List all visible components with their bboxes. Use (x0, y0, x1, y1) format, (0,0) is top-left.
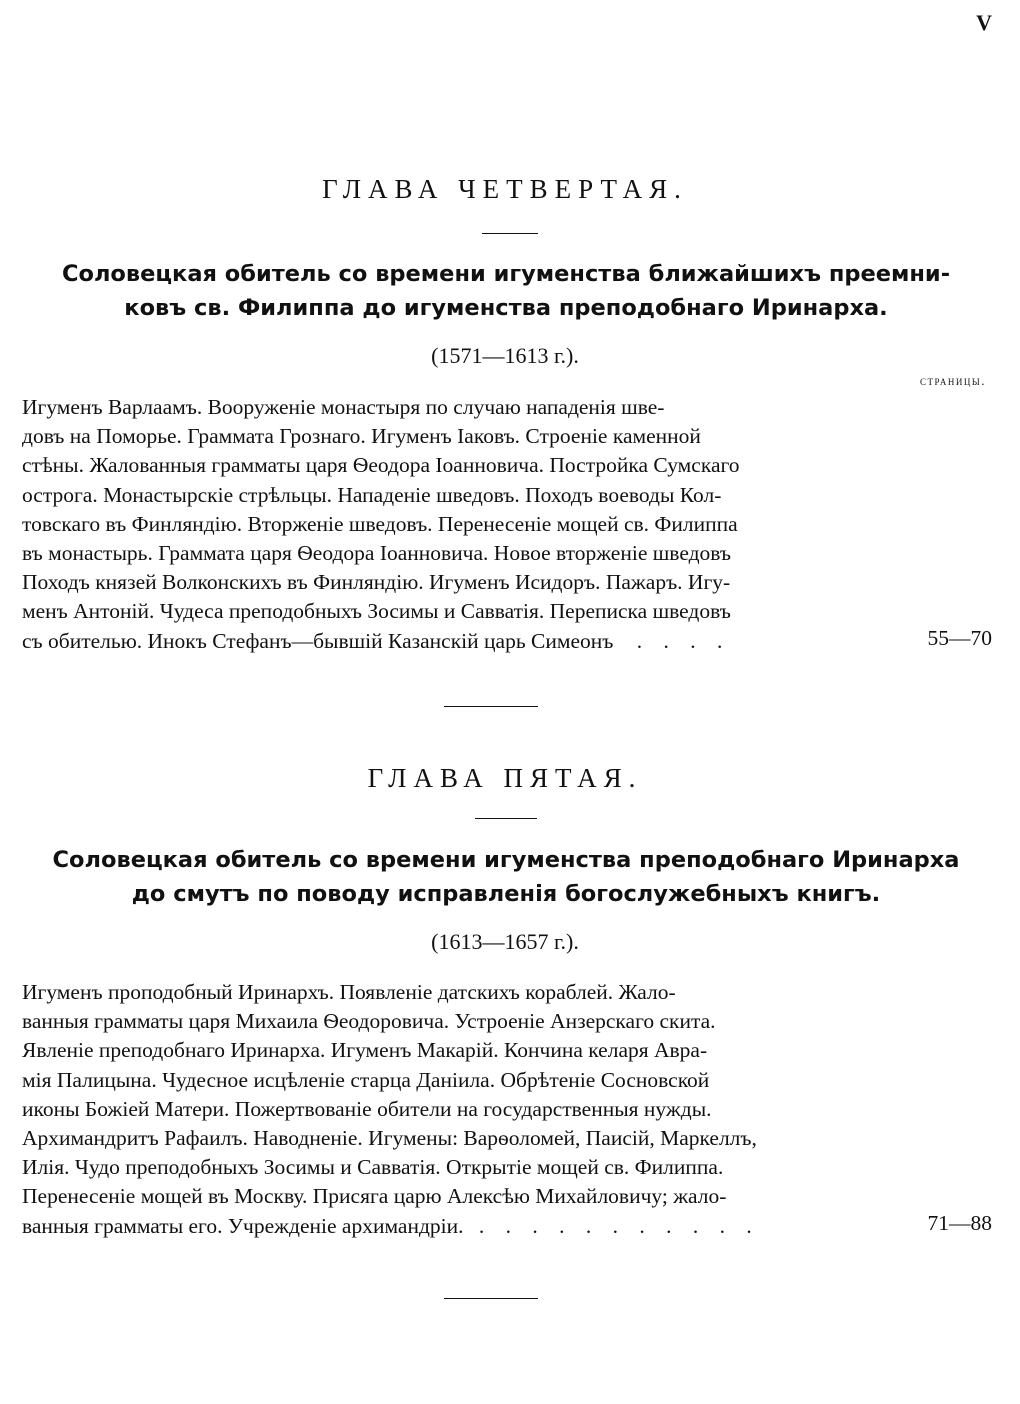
contents-line: ванныя грамматы царя Михаила Ѳеодоровича. Устроеніе Анзерскаго скита. (22, 1009, 716, 1034)
page-range: 55—70 (927, 626, 992, 650)
section-divider (444, 1298, 538, 1299)
contents-line: менъ Антоній. Чудеса преподобныхъ Зосимы и Савватія. Переписка шведовъ (22, 599, 731, 624)
subtitle-line: Соловецкая обитель со времени игуменства преподобнаго Иринарха (52, 847, 960, 873)
chapter-years: (1613—1657 г.). (431, 929, 579, 954)
dot-leader: . . . . . . . . . . . (478, 1213, 760, 1238)
chapter-subtitle (18, 843, 994, 911)
contents-line: Походъ князей Волконскихъ въ Финляндію. Игуменъ Исидоръ. Пажаръ. Игу- (22, 570, 731, 595)
chapter-years: (1571—1613 г.). (431, 343, 579, 368)
title-rule (475, 818, 537, 819)
title-rule (482, 233, 538, 234)
contents-line-last (22, 1212, 884, 1241)
contents-line: Архимандритъ Рафаилъ. Наводненіе. Игумены: Варѳоломей, Паисій, Маркеллъ, (22, 1126, 757, 1151)
contents-line: мія Палицына. Чудесное исцѣленіе старца Даніила. Обрѣтеніе Сосновской (22, 1067, 710, 1092)
contents-line: довъ на Поморье. Граммата Грознаго. Игуменъ Іаковъ. Строеніе каменной (22, 424, 701, 449)
contents-line-last (22, 627, 884, 656)
contents-line: Игуменъ Варлаамъ. Вооруженіе монастыря по случаю нападенія шве- (22, 395, 665, 419)
subtitle-line: до смутъ по поводу исправленія богослужебныхъ книгъ. (131, 881, 881, 907)
subtitle-line: Соловецкая обитель со времени игуменства ближайшихъ преемни- (61, 261, 951, 287)
contents-line: въ монастырь. Граммата царя Ѳеодора Іоанновича. Новое вторженіе шведовъ (22, 541, 732, 566)
contents-line: стѣны. Жалованныя грамматы царя Ѳеодора Іоанновича. Постройка Сумскаго (22, 453, 740, 478)
contents-line: товскаго въ Финляндію. Вторженіе шведовъ. Перенесеніе мощей св. Филиппа (22, 511, 738, 536)
chapter-subtitle (18, 257, 994, 325)
contents-line-text: съ обителью. Инокъ Стефанъ—бывшій Казанскій царь Симеонъ (22, 628, 614, 653)
contents-line: Илія. Чудо преподобныхъ Зосимы и Савватія. Открытіе мощей св. Филиппа. (22, 1155, 724, 1180)
chapter-contents (22, 978, 884, 1241)
page-number: V (976, 10, 992, 35)
contents-line-text: ванныя грамматы его. Учрежденіе архимандріи. (22, 1213, 464, 1238)
contents-line: острога. Монастырскіе стрѣльцы. Нападеніе шведовъ. Походъ воеводы Кол- (22, 482, 722, 507)
dot-leader: . . . . (636, 628, 731, 653)
contents-line: иконы Божіей Матери. Пожертвованіе обители на государственныя нужды. (22, 1096, 712, 1121)
chapter-contents (22, 393, 884, 656)
pages-header: страницы. (920, 373, 986, 388)
chapter-title: ГЛАВА ЧЕТВЕРТАЯ. (322, 174, 688, 204)
subtitle-line: ковъ св. Филиппа до игуменства преподобнаго Иринарха. (124, 295, 888, 321)
chapter-title: ГЛАВА ПЯТАЯ. (367, 763, 643, 793)
section-divider (444, 706, 538, 707)
contents-line: Игуменъ проподобный Иринархъ. Появленіе датскихъ кораблей. Жало- (22, 980, 676, 1004)
page-range: 71—88 (927, 1211, 992, 1235)
contents-line: Перенесеніе мощей въ Москву. Присяга царю Алексѣю Михайловичу; жало- (22, 1184, 727, 1209)
contents-line: Явленіе преподобнаго Иринарха. Игуменъ Макарій. Кончина келаря Авра- (22, 1038, 708, 1063)
